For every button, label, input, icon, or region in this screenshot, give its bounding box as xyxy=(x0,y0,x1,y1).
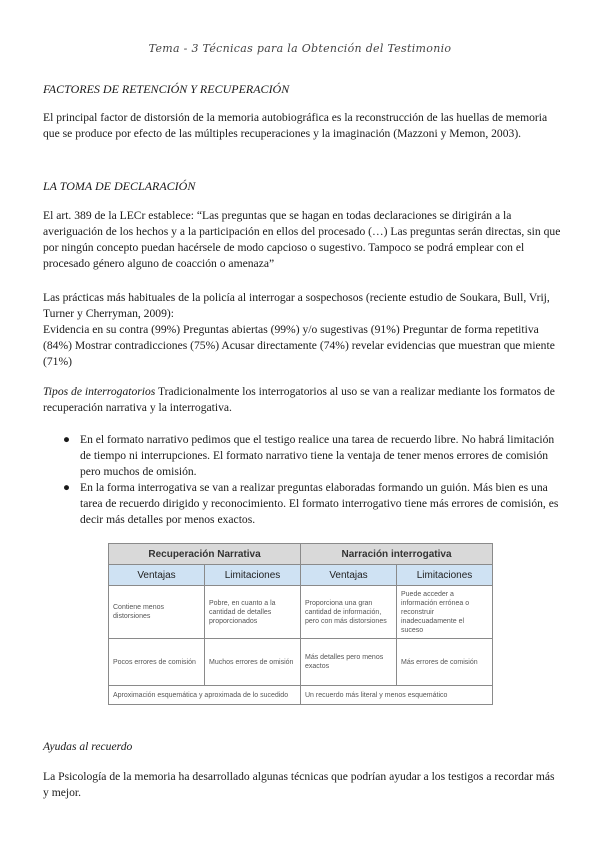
section-heading-ayudas: Ayudas al recuerdo xyxy=(43,740,133,753)
table-cell: Pocos errores de comisión xyxy=(109,639,205,686)
section-heading-declaracion: LA TOMA DE DECLARACIÓN xyxy=(43,179,196,193)
paragraph-tipos xyxy=(43,384,563,416)
list-item xyxy=(60,432,560,480)
table-cell: Puede acceder a información errónea o reconstruir inadecuadamente el suceso xyxy=(397,586,493,639)
table-cell: Más errores de comisión xyxy=(397,639,493,686)
paragraph-practicas: Las prácticas más habituales de la policía al interrogar a sospechosos (reciente estudio de Soukara, Bull, Vrij, Turner y Cherryman, 2009): xyxy=(43,291,550,320)
section-heading-retencion: FACTORES DE RETENCIÓN Y RECUPERACIÓN xyxy=(43,82,290,96)
paragraph-ayudas: La Psicología de la memoria ha desarrollado algunas técnicas que podrían ayudar a los testigos a recordar más y mejor. xyxy=(43,770,555,799)
table-row xyxy=(109,639,493,686)
paragraph-distorsion: El principal factor de distorsión de la memoria autobiográfica es la reconstrucción de las huellas de memoria que se produce por efecto de las múltiples recuperaciones y la imaginación (Mazzoni y Memon, 2003). xyxy=(43,111,548,140)
tipos-label: Tipos de interrogatorios xyxy=(43,385,156,398)
table-cell: Pobre, en cuanto a la cantidad de detalles proporcionados xyxy=(205,586,301,639)
table-cell: Un recuerdo más literal y menos esquemático xyxy=(301,686,493,705)
table-cell: Muchos errores de omisión xyxy=(205,639,301,686)
table-group-header: Recuperación Narrativa xyxy=(109,544,301,565)
bullet-icon: ● xyxy=(63,433,71,446)
tipos-text: Tradicionalmente los interrogatorios al uso se van a realizar mediante los formatos de recuperación narrativa y la interrogativa. xyxy=(43,385,555,414)
table-cell: Proporciona una gran cantidad de información, pero con más distorsiones xyxy=(301,586,397,639)
table-column-header: Limitaciones xyxy=(205,565,301,586)
bullet-icon: ● xyxy=(63,481,71,494)
table-column-header: Limitaciones xyxy=(397,565,493,586)
paragraph-lecr: El art. 389 de la LECr establece: “Las preguntas que se hagan en todas declaraciones se dirigirán a la averiguación de los hechos y a la participación en ellos del procesado (…) Las preguntas serán directas, sin que por ningún concepto puedan hacérsele de modo capcioso o sugestivo. Tampoco se podrá emplear con el procesado género alguno de coacción o amenaza” xyxy=(43,209,561,270)
paragraph-evidencias: Evidencia en su contra (99%) Preguntas abiertas (99%) y/o sugestivas (91%) Preguntar de forma repetitiva (84%) Mostrar contradicciones (75%) Acusar directamente (74%) revelar evidencias que muestran que miente (71%) xyxy=(43,323,555,368)
page-title: Tema - 3 Técnicas para la Obtención del Testimonio xyxy=(148,42,452,55)
comparison-table xyxy=(108,543,492,719)
table-cell: Aproximación esquemática y aproximada de lo sucedido xyxy=(109,686,301,705)
bullet-list xyxy=(60,432,560,528)
table-cell: Contiene menos distorsiones xyxy=(109,586,205,639)
bullet-text: En el formato narrativo pedimos que el testigo realice una tarea de recuerdo libre. No habrá limitación de tiempo ni interrupciones. El formato narrativo tiene la ventaja de tener menos errores de comisión pero muchos de omisión. xyxy=(80,433,555,478)
table-row xyxy=(109,686,493,705)
table-group-header: Narración interrogativa xyxy=(301,544,493,565)
table-row xyxy=(109,586,493,639)
table-column-header: Ventajas xyxy=(301,565,397,586)
table-column-header: Ventajas xyxy=(109,565,205,586)
table-cell: Más detalles pero menos exactos xyxy=(301,639,397,686)
bullet-text: En la forma interrogativa se van a realizar preguntas elaboradas formando un guión. Más bien es una tarea de recuerdo dirigido y reconocimiento. El formato interrogativo tiene más errores de comisión, es decir más detalles por menos exactos. xyxy=(80,481,559,526)
list-item xyxy=(60,480,560,528)
